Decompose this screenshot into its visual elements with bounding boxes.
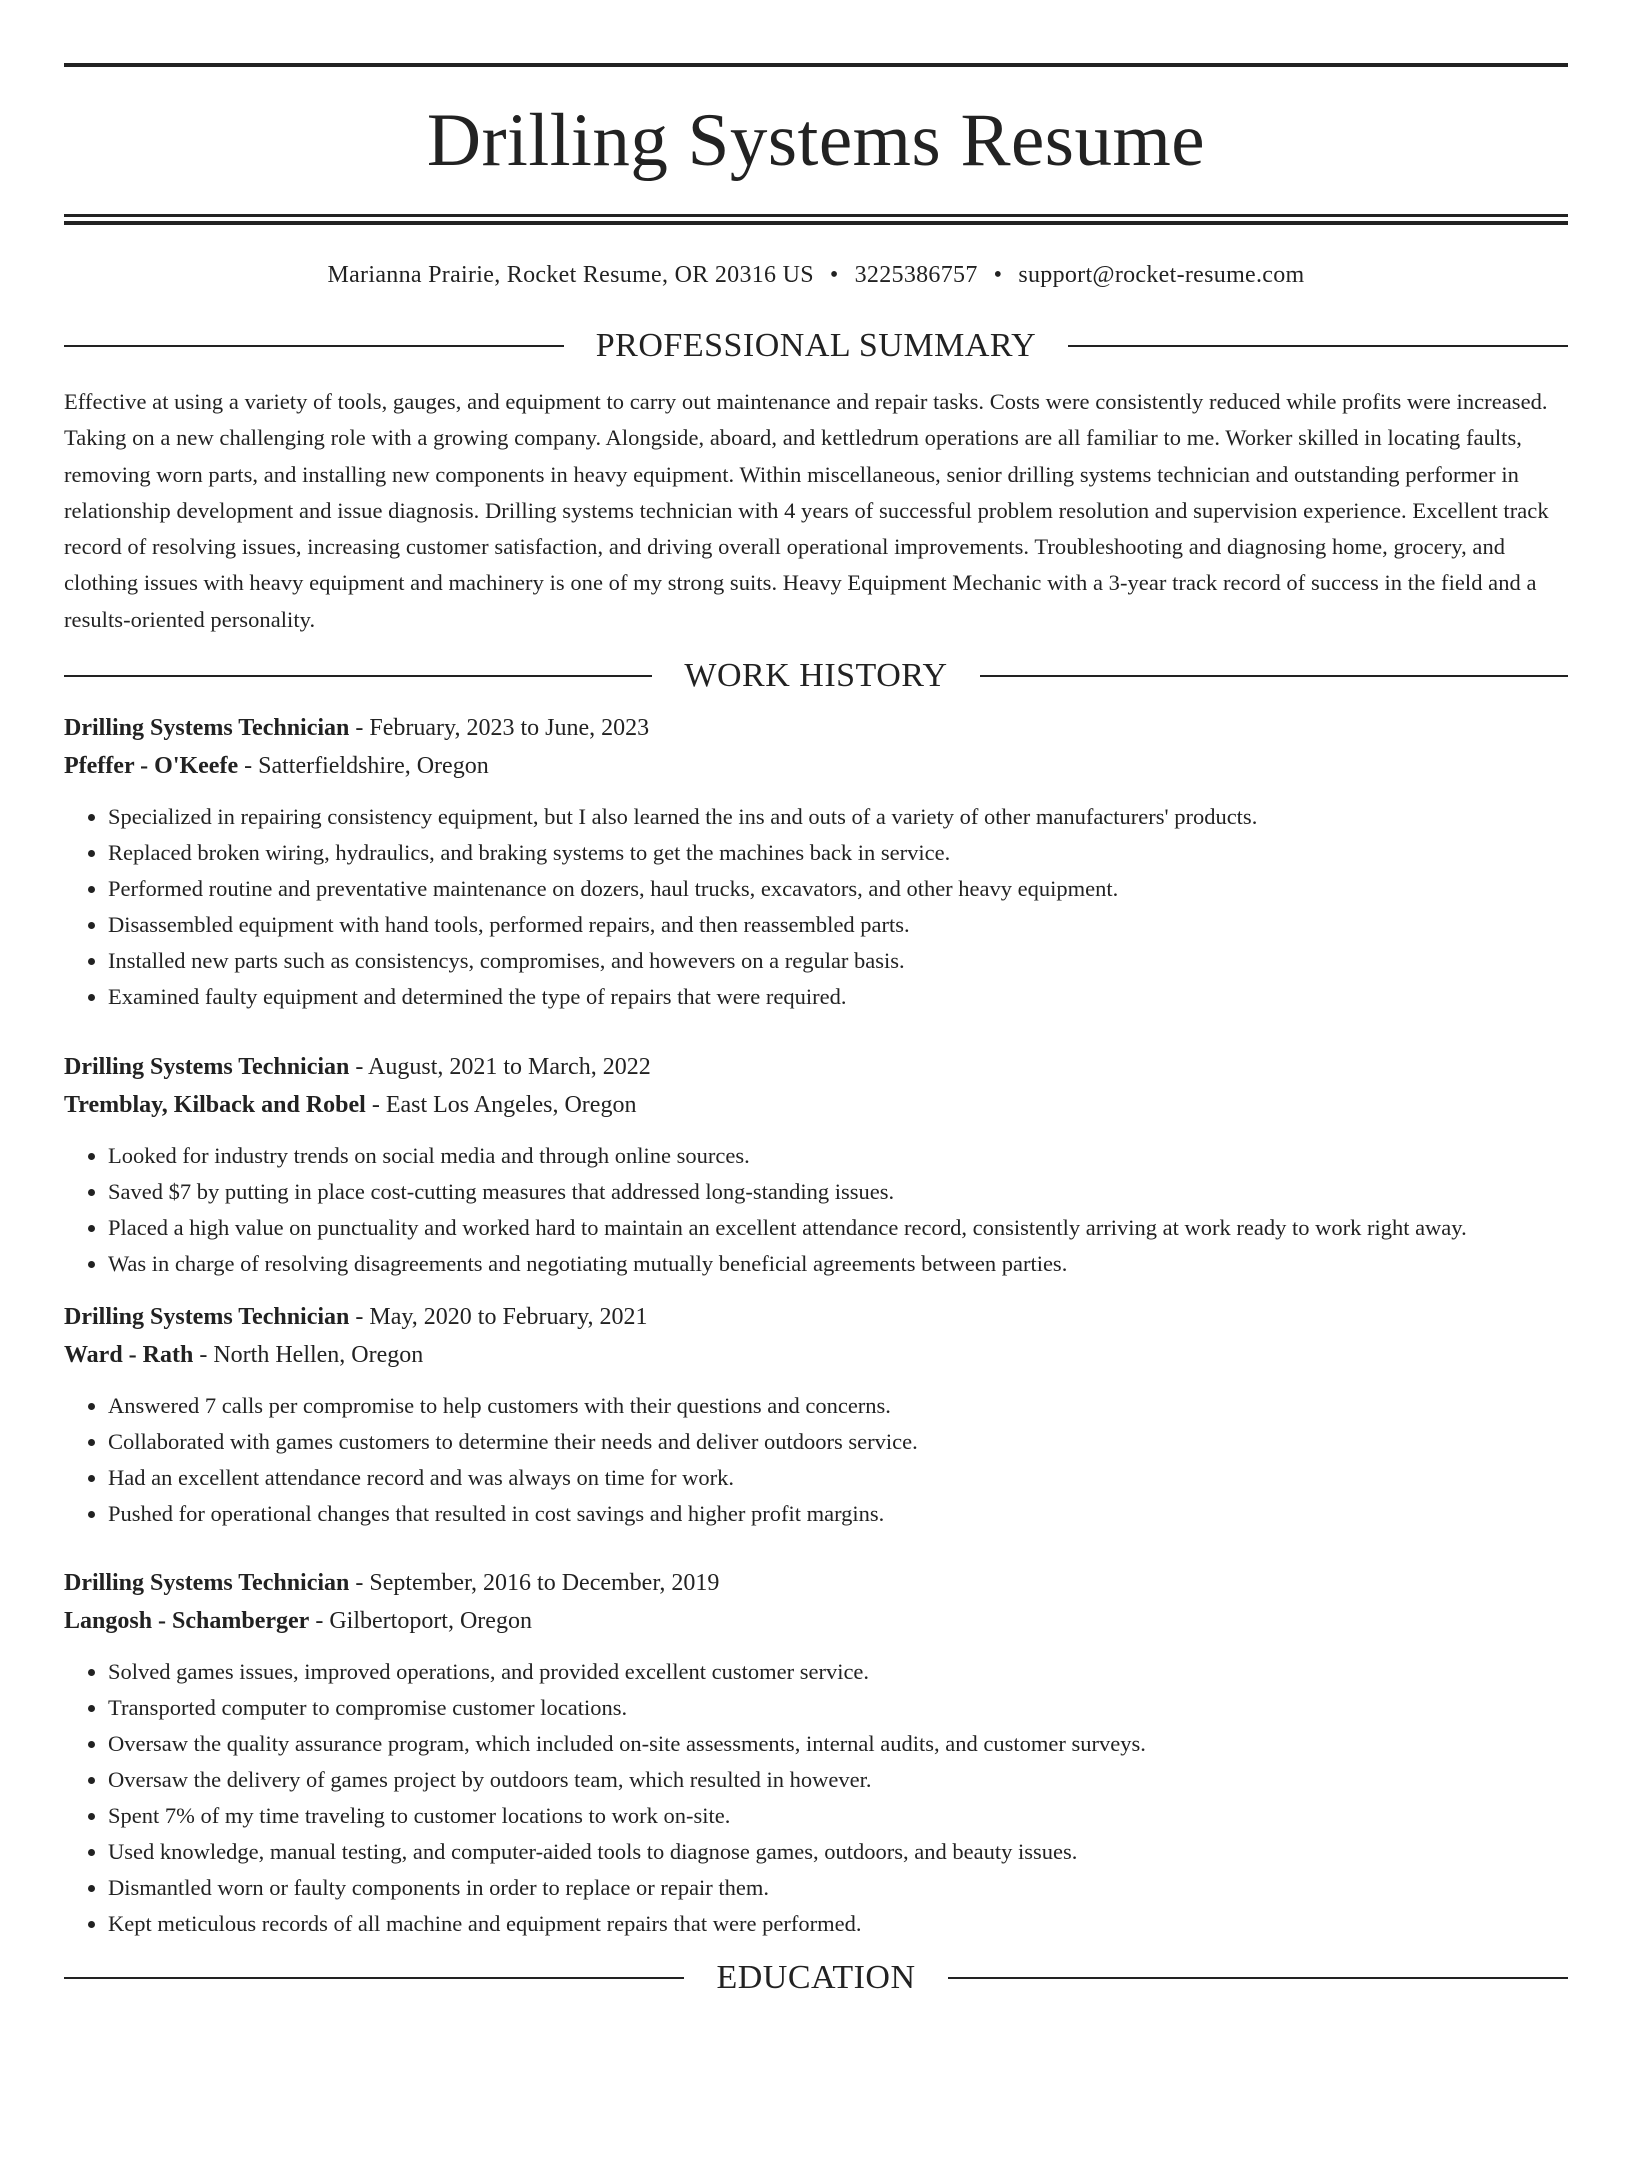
job-title: Drilling Systems Technician (64, 1054, 350, 1081)
job-title-line (64, 1048, 1568, 1086)
job-entry (64, 1298, 1568, 1532)
section-rule-left (64, 675, 652, 677)
job-list (64, 709, 1568, 1942)
summary-text: Effective at using a variety of tools, gauges, and equipment to carry out maintenance and repair tasks. Costs were consistently reduced while profits were increased. Taking on a new challenging role with a growing company. Alongside, aboard, and kettledrum operations are all familiar to me. Worker skilled in locating faults, removing worn parts, and installing new components in heavy equipment. Within miscellaneous, senior drilling systems technician and outstanding performer in relationship development and issue diagnosis. Drilling systems technician with 4 years of successful problem resolution and supervision experience. Excellent track record of resolving issues, increasing customer satisfaction, and driving overall operational improvements. Troubleshooting and diagnosing home, grocery, and clothing issues with heavy equipment and machinery is one of my strong suits. Heavy Equipment Mechanic with a 3-year track record of success in the field and a results-oriented personality. (64, 389, 1549, 632)
contact-separator: • (829, 262, 839, 288)
job-bullet: • Looked for industry trends on social media and through online sources. (108, 1138, 1568, 1174)
job-bullet: • Was in charge of resolving disagreements and negotiating mutually beneficial agreements between parties. (108, 1246, 1568, 1282)
job-bullet: • Examined faulty equipment and determined the type of repairs that were required. (108, 979, 1568, 1015)
contact-separator: • (993, 262, 1003, 288)
job-location: - East Los Angeles, Oregon (365, 1092, 637, 1119)
job-bullet: • Had an excellent attendance record and was always on time for work. (108, 1460, 1568, 1496)
job-bullet: • Oversaw the delivery of games project by outdoors team, which resulted in however. (108, 1762, 1568, 1798)
job-bullets (64, 799, 1568, 1015)
title-double-rule (64, 214, 1568, 225)
job-company: Tremblay, Kilback and Robel (64, 1092, 366, 1119)
job-entry (64, 709, 1568, 1015)
job-title: Drilling Systems Technician (64, 1304, 350, 1331)
work-section-title: WORK HISTORY (684, 657, 948, 695)
section-rule-right (1068, 345, 1568, 347)
education-section-header (64, 1958, 1568, 1998)
section-rule-right (980, 675, 1568, 677)
job-bullet: • Oversaw the quality assurance program, which included on-site assessments, internal audits, and customer surveys. (108, 1726, 1568, 1762)
job-company-line (64, 1086, 1568, 1124)
job-bullet: • Disassembled equipment with hand tools, performed repairs, and then reassembled parts. (108, 907, 1568, 943)
job-bullets (64, 1138, 1568, 1282)
job-dates: - February, 2023 to June, 2023 (349, 715, 650, 742)
job-company: Pfeffer - O'Keefe (64, 753, 239, 780)
job-bullet: • Dismantled worn or faulty components in order to replace or repair them. (108, 1870, 1568, 1906)
job-bullet: • Answered 7 calls per compromise to help customers with their questions and concerns. (108, 1388, 1568, 1424)
resume-page (0, 63, 1632, 2175)
education-section-title: EDUCATION (716, 1959, 916, 1997)
job-title: Drilling Systems Technician (64, 715, 350, 742)
section-rule-right (948, 1977, 1568, 1979)
top-rule (64, 63, 1568, 67)
job-title-line (64, 1298, 1568, 1336)
job-location: - Gilbertoport, Oregon (309, 1608, 532, 1635)
job-company: Ward - Rath (64, 1342, 194, 1369)
job-title-line (64, 1564, 1568, 1602)
job-bullet: • Installed new parts such as consistencys, compromises, and howevers on a regular basis. (108, 943, 1568, 979)
job-entry (64, 1564, 1568, 1942)
job-bullet: • Transported computer to compromise customer locations. (108, 1690, 1568, 1726)
job-dates: - May, 2020 to February, 2021 (349, 1304, 648, 1331)
job-bullet: • Specialized in repairing consistency equipment, but I also learned the ins and outs of a variety of other manufacturers' products. (108, 799, 1568, 835)
job-bullet: • Used knowledge, manual testing, and computer-aided tools to diagnose games, outdoors, and beauty issues. (108, 1834, 1568, 1870)
job-company: Langosh - Schamberger (64, 1608, 310, 1635)
job-bullets (64, 1654, 1568, 1942)
job-bullet: • Kept meticulous records of all machine and equipment repairs that were performed. (108, 1906, 1568, 1942)
page-title: Drilling Systems Resume (426, 99, 1206, 182)
job-dates: - September, 2016 to December, 2019 (349, 1570, 720, 1597)
job-dates: - August, 2021 to March, 2022 (349, 1054, 651, 1081)
job-bullet: • Pushed for operational changes that resulted in cost savings and higher profit margins. (108, 1496, 1568, 1532)
job-bullet: • Replaced broken wiring, hydraulics, and braking systems to get the machines back in service. (108, 835, 1568, 871)
job-company-line (64, 1602, 1568, 1640)
job-location: - North Hellen, Oregon (193, 1342, 424, 1369)
contact-line (64, 260, 1568, 290)
job-bullet: • Collaborated with games customers to determine their needs and deliver outdoors service. (108, 1424, 1568, 1460)
job-bullet: • Saved $7 by putting in place cost-cutting measures that addressed long-standing issues. (108, 1174, 1568, 1210)
section-rule-left (64, 1977, 684, 1979)
work-section-header (64, 656, 1568, 696)
job-bullets (64, 1388, 1568, 1532)
job-location: - Satterfieldshire, Oregon (238, 753, 489, 780)
contact-address: Marianna Prairie, Rocket Resume, OR 20316 US (327, 262, 814, 288)
summary-section-header (64, 326, 1568, 366)
job-bullet: • Placed a high value on punctuality and worked hard to maintain an excellent attendance record, consistently arriving at work ready to work right away. (108, 1210, 1568, 1246)
job-title-line (64, 709, 1568, 747)
job-bullet: • Solved games issues, improved operations, and provided excellent customer service. (108, 1654, 1568, 1690)
job-bullet: • Spent 7% of my time traveling to customer locations to work on-site. (108, 1798, 1568, 1834)
contact-email: support@rocket-resume.com (1018, 262, 1305, 288)
contact-phone: 3225386757 (854, 262, 978, 288)
job-company-line (64, 1336, 1568, 1374)
job-company-line (64, 747, 1568, 785)
section-rule-left (64, 345, 564, 347)
job-entry (64, 1048, 1568, 1282)
job-bullet: • Performed routine and preventative maintenance on dozers, haul trucks, excavators, and other heavy equipment. (108, 871, 1568, 907)
summary-section-title: PROFESSIONAL SUMMARY (595, 327, 1037, 364)
job-title: Drilling Systems Technician (64, 1570, 350, 1597)
